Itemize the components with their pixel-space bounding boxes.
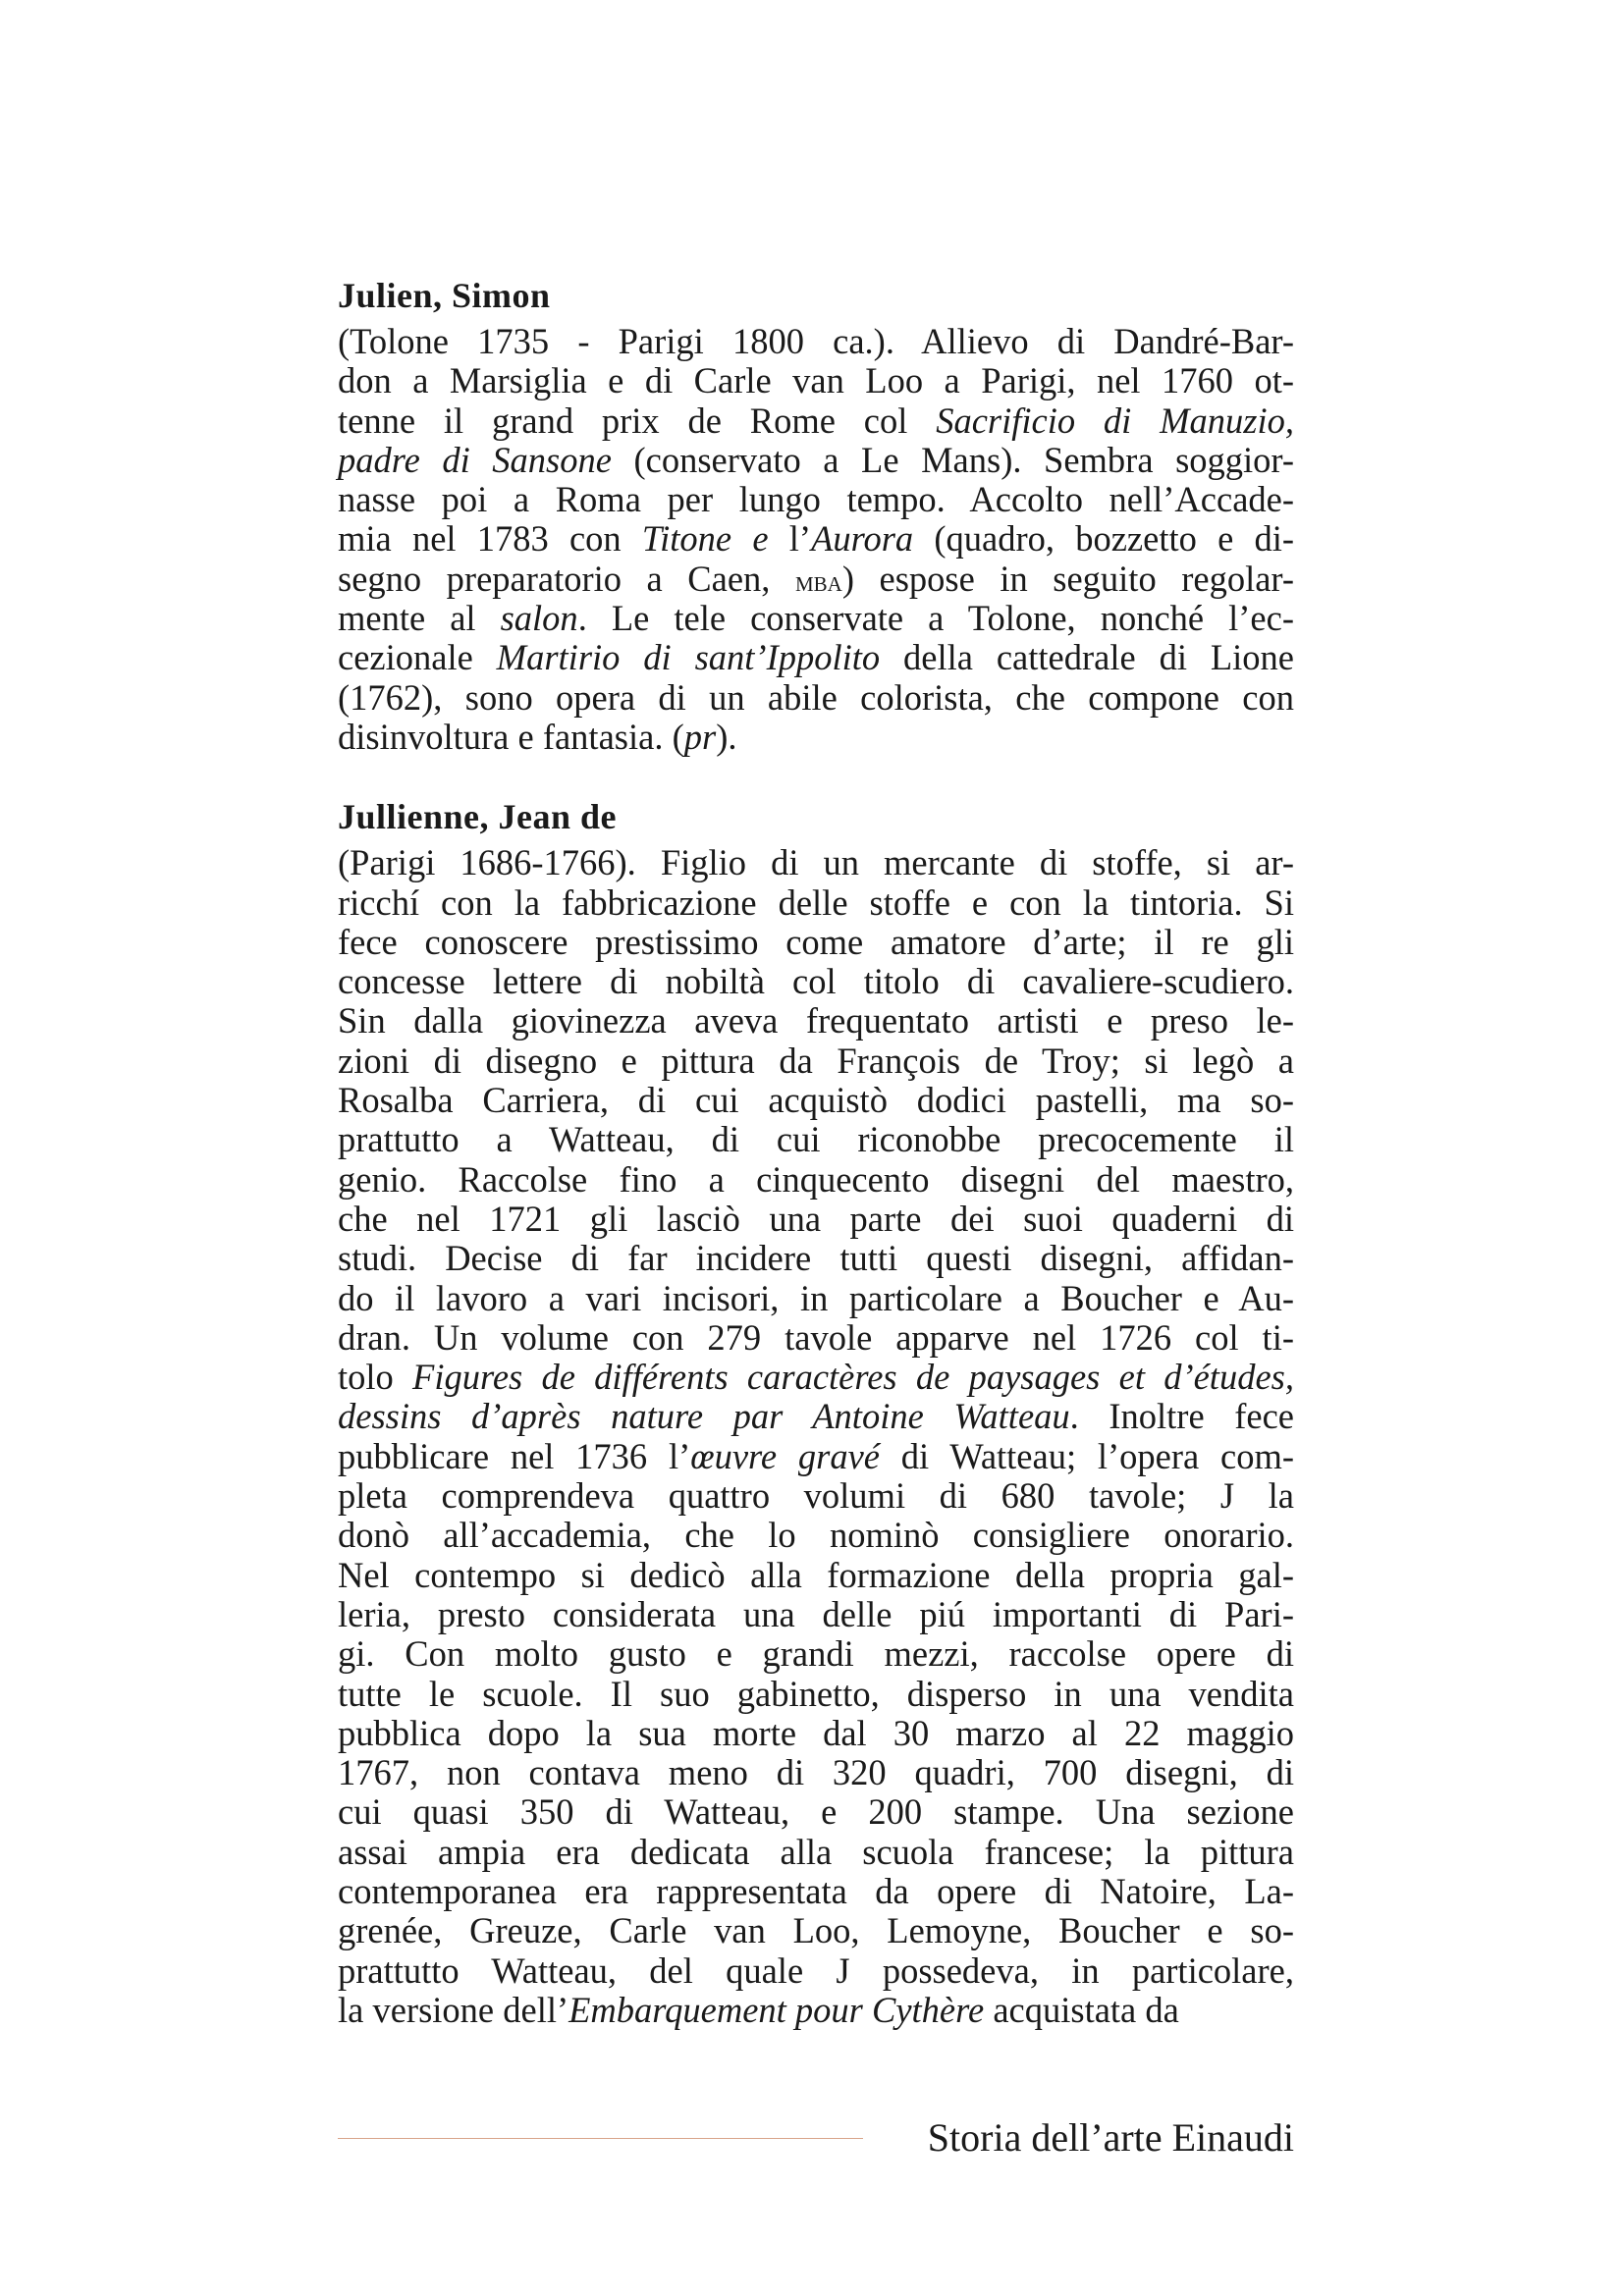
- text-line: [338, 1437, 1294, 1476]
- text-segment: Nel contempo si dedicò alla formazione della propria gal-: [338, 1554, 1294, 1595]
- text-line: [338, 1991, 1294, 2030]
- text-segment: concesse lettere di nobiltà col titolo di cavaliere-scudiero.: [338, 961, 1294, 1002]
- text-line: [338, 560, 1294, 599]
- text-segment: acquistata da: [984, 1989, 1179, 2030]
- text-line: [338, 480, 1294, 519]
- text-segment: della cattedrale di Lione: [880, 637, 1294, 678]
- text-segment: do il lavoro a vari incisori, in particolare a Boucher e Au-: [338, 1277, 1294, 1318]
- text-line: [338, 1753, 1294, 1792]
- italic-text: padre di Sansone: [338, 439, 612, 480]
- text-segment: nasse poi a Roma per lungo tempo. Accolto nell’Accade-: [338, 479, 1294, 520]
- text-line: [338, 678, 1294, 718]
- text-line: [338, 1833, 1294, 1872]
- text-segment: mia nel 1783 con: [338, 518, 642, 560]
- text-segment: ) espose in seguito regolar-: [841, 558, 1294, 599]
- text-segment: mente al: [338, 598, 501, 639]
- text-line: [338, 1041, 1294, 1081]
- italic-text: dessins d’après nature par Antoine Watteau: [338, 1396, 1070, 1437]
- text-segment: (Tolone 1735 - Parigi 1800 ca.). Allievo di Dandré-Bar-: [338, 321, 1294, 361]
- text-segment: 1767, non contava meno di 320 quadri, 700 disegni, di: [338, 1752, 1294, 1793]
- text-line: [338, 1358, 1294, 1397]
- text-segment: cezionale: [338, 637, 497, 678]
- footer-publisher: Storia dell’arte Einaudi: [927, 2115, 1294, 2160]
- text-line: [338, 1634, 1294, 1674]
- text-line: [338, 883, 1294, 923]
- text-segment: (quadro, bozzetto e di-: [913, 518, 1295, 560]
- text-segment: (Parigi 1686-1766). Figlio di un mercante di stoffe, si ar-: [338, 842, 1294, 883]
- text-segment: (conservato a Le Mans). Sembra soggior-: [611, 439, 1294, 480]
- text-segment: leria, presto considerata una delle piú importanti di Pari-: [338, 1593, 1294, 1634]
- text-segment: ricchí con la fabbricazione delle stoffe e con la tintoria. Si: [338, 881, 1294, 923]
- entry-body: [338, 843, 1294, 2030]
- text-line: [338, 843, 1294, 882]
- text-segment: disinvoltura e fantasia. (: [338, 716, 684, 757]
- text-line: [338, 441, 1294, 480]
- text-segment: Sin dalla giovinezza aveva frequentato artisti e preso le-: [338, 1000, 1294, 1041]
- entry-jullienne-jean-de: [338, 794, 1294, 2030]
- text-line: [338, 1397, 1294, 1436]
- text-segment: tutte le scuole. Il suo gabinetto, disperso in una vendita: [338, 1673, 1294, 1714]
- italic-text: Embarquement pour Cythère: [568, 1989, 985, 2030]
- text-line: [338, 962, 1294, 1001]
- text-segment: pubblicare nel 1736 l’: [338, 1435, 691, 1476]
- text-line: [338, 1516, 1294, 1555]
- entry-julien-simon: [338, 273, 1294, 757]
- text-segment: . Inoltre fece: [1069, 1396, 1294, 1437]
- text-segment: studi. Decise di far incidere tutti questi disegni, affidan-: [338, 1238, 1294, 1279]
- italic-text: Titone e: [641, 518, 769, 560]
- text-line: [338, 1792, 1294, 1832]
- text-segment: l’: [768, 518, 812, 560]
- italic-text: Figures de différents caractères de paysages et d’études,: [412, 1357, 1294, 1398]
- text-line: [338, 599, 1294, 638]
- entry-body: [338, 322, 1294, 757]
- text-line: [338, 1714, 1294, 1753]
- text-line: [338, 1318, 1294, 1358]
- italic-text: Aurora: [811, 518, 914, 560]
- text-line: [338, 1279, 1294, 1318]
- text-line: [338, 1001, 1294, 1041]
- text-line: [338, 1951, 1294, 1991]
- text-line: [338, 1872, 1294, 1911]
- text-segment: (1762), sono opera di un abile colorista, che compone con: [338, 676, 1294, 718]
- page-footer: [338, 2115, 1294, 2164]
- text-segment: tolo: [338, 1357, 413, 1398]
- italic-text: salon: [500, 598, 578, 639]
- text-segment: gi. Con molto gusto e grandi mezzi, raccolse opere di: [338, 1633, 1294, 1675]
- entry-title: Jullienne, Jean de: [338, 797, 618, 837]
- text-line: [338, 401, 1294, 441]
- text-segment: fece conoscere prestissimo come amatore d’arte; il re gli: [338, 921, 1294, 962]
- text-line: [338, 1239, 1294, 1278]
- text-segment: cui quasi 350 di Watteau, e 200 stampe. Una sezione: [338, 1791, 1294, 1833]
- text-line: [338, 1081, 1294, 1120]
- text-line: [338, 519, 1294, 559]
- small-caps-text: mba: [794, 564, 842, 598]
- text-segment: che nel 1721 gli lasciò una parte dei suoi quaderni di: [338, 1198, 1294, 1239]
- text-segment: contemporanea era rappresentata da opere di Natoire, La-: [338, 1870, 1294, 1911]
- text-line: [338, 322, 1294, 361]
- text-segment: la versione dell’: [338, 1989, 569, 2030]
- text-line: [338, 1120, 1294, 1159]
- text-segment: prattutto Watteau, del quale J possedeva, in particolare,: [338, 1949, 1294, 1991]
- italic-text: pr: [683, 716, 717, 757]
- text-line: [338, 1911, 1294, 1950]
- italic-text: œuvre gravé: [690, 1435, 880, 1476]
- text-segment: di Watteau; l’opera com-: [880, 1435, 1294, 1476]
- text-segment: zioni di disegno e pittura da François de Troy; si legò a: [338, 1040, 1294, 1081]
- text-line: [338, 1675, 1294, 1714]
- entry-title: Julien, Simon: [338, 276, 551, 315]
- text-line: [338, 1595, 1294, 1634]
- text-line: [338, 361, 1294, 400]
- text-segment: segno preparatorio a Caen,: [338, 558, 795, 599]
- text-segment: prattutto a Watteau, di cui riconobbe precocemente il: [338, 1119, 1294, 1160]
- text-segment: grenée, Greuze, Carle van Loo, Lemoyne, Boucher e so-: [338, 1910, 1294, 1951]
- text-segment: assai ampia era dedicata alla scuola francese; la pittura: [338, 1831, 1294, 1872]
- text-line: [338, 1160, 1294, 1200]
- text-segment: pubblica dopo la sua morte dal 30 marzo al 22 maggio: [338, 1712, 1294, 1753]
- italic-text: Martirio di sant’Ippolito: [496, 637, 881, 678]
- text-segment: . Le tele conservate a Tolone, nonché l’ec-: [577, 598, 1294, 639]
- text-segment: dran. Un volume con 279 tavole apparve nel 1726 col ti-: [338, 1316, 1294, 1358]
- text-line: [338, 1556, 1294, 1595]
- page-content: [338, 273, 1294, 2030]
- text-segment: ).: [716, 716, 737, 757]
- text-segment: don a Marsiglia e di Carle van Loo a Parigi, nel 1760 ot-: [338, 360, 1294, 401]
- text-segment: pleta comprendeva quattro volumi di 680 tavole; J la: [338, 1475, 1294, 1517]
- italic-text: Sacrificio di Manuzio,: [936, 400, 1295, 441]
- text-segment: Rosalba Carriera, di cui acquistò dodici pastelli, ma so-: [338, 1080, 1294, 1121]
- text-line: [338, 923, 1294, 962]
- text-line: [338, 718, 1294, 757]
- text-segment: tenne il grand prix de Rome col: [338, 400, 937, 441]
- text-line: [338, 638, 1294, 677]
- text-segment: genio. Raccolse fino a cinquecento disegni del maestro,: [338, 1158, 1294, 1200]
- footer-rule: [338, 2138, 863, 2139]
- text-line: [338, 1476, 1294, 1516]
- text-segment: donò all’accademia, che lo nominò consigliere onorario.: [338, 1515, 1294, 1556]
- text-line: [338, 1200, 1294, 1239]
